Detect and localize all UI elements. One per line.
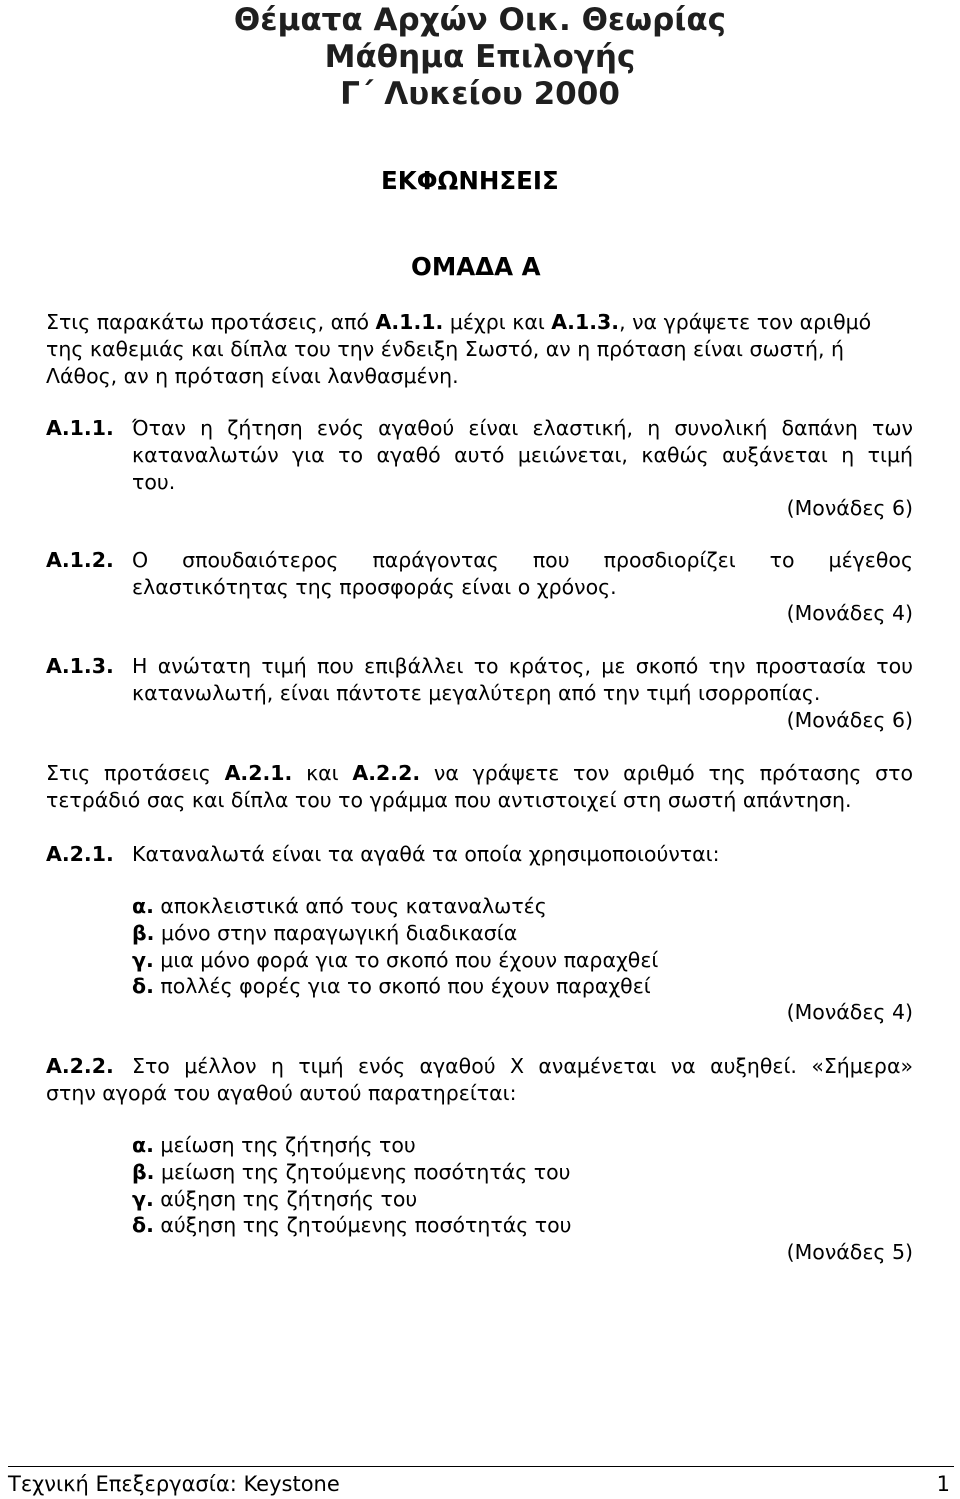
- q111-marks: (Μονάδες 6): [786, 496, 913, 520]
- q111-line-2: καταναλωτών για το αγαθό αυτό μειώνεται, καθώς αυξάνεται η τιμή: [132, 443, 913, 467]
- q222-option-b: β. μείωση της ζητούμενης ποσότητάς του: [132, 1160, 571, 1184]
- intro1-line-1: Στις παρακάτω προτάσεις, από Α.1.1. μέχρι και Α.1.3., να γράψετε τον αριθμό: [46, 310, 872, 334]
- q222-marks: (Μονάδες 5): [786, 1240, 913, 1264]
- q111-line-1: Όταν η ζήτηση ενός αγαθού είναι ελαστική, η συνολική δαπάνη των: [132, 416, 913, 440]
- title-line-3: Γ΄ Λυκείου 2000: [340, 76, 620, 112]
- q111-line-3: του.: [132, 470, 176, 494]
- q112-label: Α.1.2.: [46, 548, 114, 572]
- title-line-2: Μάθημα Επιλογής: [324, 39, 636, 75]
- q221-option-a: α. αποκλειστικά από τους καταναλωτές: [132, 894, 547, 918]
- q222-option-d: δ. αύξηση της ζητούμενης ποσότητάς του: [132, 1213, 572, 1237]
- q221-marks: (Μονάδες 4): [786, 1000, 913, 1024]
- q221-option-d: δ. πολλές φορές για το σκοπό που έχουν παραχθεί: [132, 974, 651, 998]
- footer-credit: Τεχνική Επεξεργασία: Keystone: [8, 1472, 340, 1496]
- q113-line-1: Η ανώτατη τιμή που επιβάλλει το κράτος, με σκοπό την προστασία του: [132, 654, 913, 678]
- q221-option-b: β. μόνο στην παραγωγική διαδικασία: [132, 921, 518, 945]
- q113-marks: (Μονάδες 6): [786, 708, 913, 732]
- q112-line-1: Ο σπουδαιότερος παράγοντας που προσδιορίζει το μέγεθος: [132, 548, 913, 572]
- q222-label: Α.2.2.: [46, 1054, 114, 1078]
- q221-stem: Καταναλωτά είναι τα αγαθά τα οποία χρησιμοποιούνται:: [132, 842, 720, 866]
- q111-label: Α.1.1.: [46, 416, 114, 440]
- q221-label: Α.2.1.: [46, 842, 114, 866]
- q113-label: Α.1.3.: [46, 654, 114, 678]
- intro1-line-3: Λάθος, αν η πρόταση είναι λανθασμένη.: [46, 364, 459, 388]
- intro2-line-1: Στις προτάσεις Α.2.1. και Α.2.2. να γράψετε τον αριθμό της πρότασης στο: [46, 761, 913, 785]
- group-heading: ΟΜΑΔΑ Α: [411, 252, 541, 281]
- section-heading: ΕΚΦΩΝΗΣΕΙΣ: [381, 166, 559, 195]
- intro1-line-2: της καθεμιάς και δίπλα του την ένδειξη Σωστό, αν η πρόταση είναι σωστή, ή: [46, 337, 844, 361]
- q222-option-c: γ. αύξηση της ζήτησής του: [132, 1187, 418, 1211]
- q112-marks: (Μονάδες 4): [786, 601, 913, 625]
- q112-line-2: ελαστικότητας της προσφοράς είναι ο χρόνος.: [132, 575, 617, 599]
- q222-line-2: στην αγορά του αγαθού αυτού παρατηρείται:: [46, 1081, 517, 1105]
- q222-line-1: Στο μέλλον η τιμή ενός αγαθού Χ αναμένεται να αυξηθεί. «Σήμερα»: [132, 1054, 913, 1078]
- footer-divider: [8, 1466, 954, 1467]
- intro2-line-2: τετράδιό σας και δίπλα του το γράμμα που αντιστοιχεί στη σωστή απάντηση.: [46, 788, 852, 812]
- page-number: 1: [936, 1472, 950, 1496]
- q221-option-c: γ. μια μόνο φορά για το σκοπό που έχουν παραχθεί: [132, 948, 659, 972]
- q222-option-a: α. μείωση της ζήτησής του: [132, 1133, 416, 1157]
- q113-line-2: κατανωλωτή, είναι πάντοτε μεγαλύτερη από την τιμή ισορροπίας.: [132, 681, 821, 705]
- title-line-1: Θέματα Αρχών Οικ. Θεωρίας: [233, 2, 727, 38]
